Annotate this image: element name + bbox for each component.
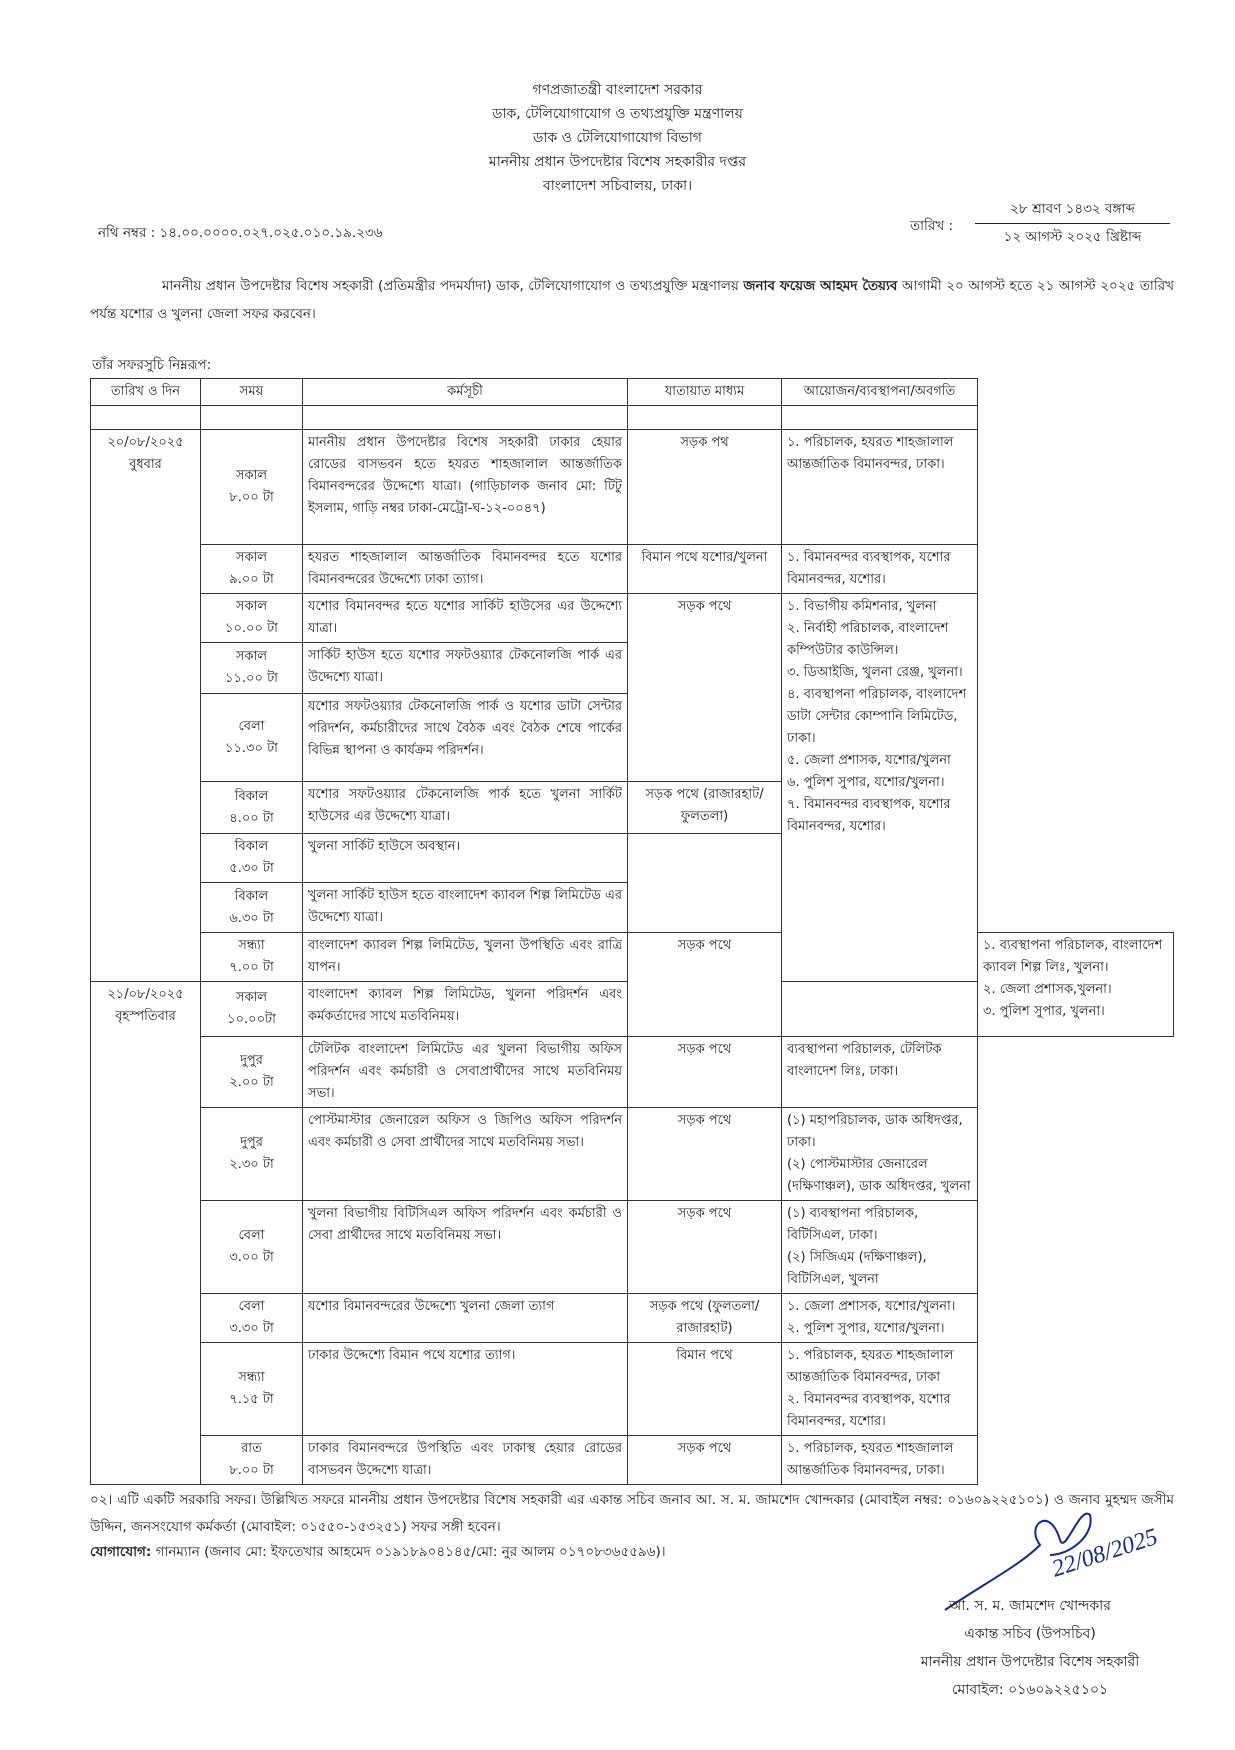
program-text: যশোর সফটওয়্যার টেকনোলজি পার্ক ও যশোর ডাটা সেন্টার পরিদর্শন, কর্মচারীদের সাথে বৈঠক এবং বৈঠক শেষে পার্কের বিভিন্ন স্থাপনা ও কার্যক্রম পরিদর্শন।	[308, 699, 622, 758]
arrangement-item: ১. পরিচালক, হযরত শাহজালাল আন্তর্জাতিক বিমানবন্দর, ঢাকা।	[787, 1441, 954, 1478]
transport-cell	[628, 782, 782, 834]
transport-cell	[628, 1294, 782, 1343]
time-value: ৬.৩০ টা	[229, 910, 274, 926]
time-value: ২.০০ টা	[229, 1075, 274, 1090]
arrangement-item: ১. বিমানবন্দর ব্যবস্থাপক, যশোর বিমানবন্দর, যশোর।	[787, 550, 951, 587]
program-text: খুলনা সার্কিট হাউসে অবস্থান।	[308, 839, 461, 854]
time-value: ৪.০০ টা	[229, 810, 274, 826]
signatory-designation: একান্ত সচিব (উপসচিব)	[964, 1626, 1096, 1642]
signatory-mobile: মোবাইল: ০১৬০৯২২৫১০১	[951, 1682, 1109, 1698]
arrangement-item: ২. পুলিশ সুপার, যশোর/খুলনা।	[787, 1321, 945, 1336]
arrangement-item: ৩. ডিআইজি, খুলনা রেঞ্জ, খুলনা।	[787, 665, 963, 680]
time-value: ৫.৩০ টা	[229, 861, 274, 876]
arrangement-item: ৫. জেলা প্রশাসক, যশোর/খুলনা	[787, 753, 951, 768]
time-period: সকাল	[235, 599, 268, 614]
program-cell	[303, 1037, 628, 1108]
arrangement-cell	[782, 594, 978, 982]
program-text: খুলনা সার্কিট হাউস হতে বাংলাদেশ ক্যাবল শিল্প লিমিটেড এর উদ্দেশ্যে যাত্রা।	[308, 888, 622, 925]
arrangement-item: ২. নির্বাহী পরিচালক, বাংলাদেশ কম্পিউটার কাউন্সিল।	[787, 621, 949, 658]
letterhead-line: বাংলাদেশ সচিবালয়, ঢাকা।	[542, 178, 693, 194]
table-row	[91, 1294, 1174, 1343]
transport-cell	[628, 1108, 782, 1201]
transport-text: সড়ক পথে	[677, 599, 732, 614]
transport-text: বিমান পথে	[676, 1348, 733, 1363]
transport-text: সড়ক পথে	[677, 1113, 732, 1128]
table-header-row	[91, 379, 1174, 406]
time-value: ৩.৩০ টা	[229, 1321, 274, 1336]
note-paragraph: ০২। এটি একটি সরকারি সফর। উল্লিখিত সফরে মাননীয় প্রধান উপদেষ্টার বিশেষ সহকারী এর একান্ত সচিব জনাব আ. স. ম. জামশেদ খোন্দকার (মোবাইল নম্বর: ০১৬০৯২২৫১০১) ও জনাব মুহম্মদ জসীম উদ্দিন, জনসংযোগ কর্মকর্তা (মোবাইল: ০১৫৫০-১৫৩২৫১) সফর সঙ্গী হবেন।	[90, 1492, 1174, 1535]
letterhead-line: মাননীয় প্রধান উপদেষ্টার বিশেষ সহকারীর দপ্তর	[488, 154, 747, 170]
letterhead-line: ডাক ও টেলিযোগাযোগ বিভাগ	[533, 130, 702, 146]
program-cell	[303, 594, 628, 643]
column-header: যাতায়াত মাধ্যম	[628, 379, 782, 406]
day-text: বৃহস্পতিবার	[115, 1009, 176, 1024]
program-cell	[303, 1436, 628, 1485]
arrangement-item: ১. বিভাগীয় কমিশনার, খুলনা	[787, 599, 937, 614]
time-cell	[201, 834, 303, 883]
arrangement-item: ১. ব্যবস্থাপনা পরিচালক, বাংলাদেশ ক্যাবল শিল্প লিঃ, খুলনা।	[983, 938, 1163, 975]
arrangement-item: ২. জেলা প্রশাসক,খুলনা।	[983, 982, 1112, 997]
table-row	[91, 1037, 1174, 1108]
time-value: ৩.০০ টা	[229, 1250, 274, 1265]
table-row	[91, 782, 1174, 834]
column-header: কর্মসূচী	[303, 379, 628, 406]
transport-cell	[628, 430, 782, 545]
arrangement-cell	[782, 1294, 978, 1343]
table-row	[91, 933, 1174, 982]
date-text: ২০/০৮/২০২৫	[107, 435, 184, 450]
transport-cell	[628, 834, 782, 933]
time-period: সন্ধ্যা	[238, 938, 265, 953]
time-period: বিকাল	[234, 839, 269, 854]
program-cell	[303, 1201, 628, 1294]
transport-text: বিমান পথে যশোর/খুলনা	[641, 550, 768, 565]
time-period: বিকাল	[234, 788, 269, 804]
time-value: ২.৩০ টা	[229, 1157, 274, 1172]
table-row	[91, 594, 1174, 643]
program-cell	[303, 782, 628, 834]
signature-block	[880, 1592, 1180, 1704]
time-period: দুপুর	[240, 1053, 263, 1068]
time-cell	[201, 1294, 303, 1343]
table-row	[91, 1436, 1174, 1485]
arrangement-cell	[782, 1436, 978, 1485]
time-value: ৭.১৫ টা	[229, 1392, 274, 1407]
time-period: সকাল	[235, 649, 268, 664]
program-cell	[303, 430, 628, 545]
transport-cell	[628, 594, 782, 782]
signature-date: 22/08/2025	[1048, 1524, 1161, 1583]
table-row	[91, 1201, 1174, 1294]
transport-text: সড়ক পথ	[680, 435, 729, 450]
table-row	[91, 545, 1174, 594]
intro-paragraph	[90, 272, 1174, 328]
time-cell	[201, 643, 303, 694]
program-text: মাননীয় প্রধান উপদেষ্টার বিশেষ সহকারী ঢাকার হেয়ার রোডের বাসভবন হতে হযরত শাহজালাল আন্তর্জাতিক বিমানবন্দরের উদ্দেশ্যে যাত্রা। (গাড়িচালক জনাব মো: টিটু ইসলাম, গাড়ি নম্বর ঢাকা-মেট্রো-ঘ-১২-০০৪৭)	[308, 435, 622, 516]
arrangement-item: (১) ব্যবস্থাপনা পরিচালক, বিটিসিএল, ঢাকা।	[787, 1206, 919, 1243]
letterhead-line: গণপ্রজাতন্ত্রী বাংলাদেশ সরকার	[532, 82, 703, 98]
arrangement-item: ১. পরিচালক, হযরত শাহজালাল আন্তর্জাতিক বিমানবন্দর, ঢাকা।	[787, 435, 954, 472]
arrangement-item: (২) পোস্টমাস্টার জেনারেল (দক্ষিণাঞ্চল), ডাক অধিদপ্তর, খুলনা	[787, 1157, 971, 1194]
time-cell	[201, 1343, 303, 1436]
arrangement-cell	[782, 430, 978, 545]
time-cell	[201, 1201, 303, 1294]
letterhead-line: ডাক, টেলিযোগাযোগ ও তথ্যপ্রযুক্তি মন্ত্রণালয়	[492, 106, 743, 122]
arrangement-cell	[782, 1201, 978, 1294]
program-cell	[303, 545, 628, 594]
arrangement-item: ৩. পুলিশ সুপার, খুলনা।	[983, 1004, 1105, 1019]
contact-label: যোগাযোগ:	[90, 1544, 152, 1560]
transport-cell	[628, 1436, 782, 1485]
time-period: বেলা	[238, 1299, 265, 1314]
date-label: তারিখ :	[910, 218, 954, 234]
signatory-office: মাননীয় প্রধান উপদেষ্টার বিশেষ সহকারী	[920, 1654, 1140, 1670]
program-cell	[303, 933, 628, 982]
arrangement-item: (২) সিজিএম (দক্ষিণাঞ্চল), বিটিসিএল, খুলনা	[787, 1250, 927, 1287]
intro-text: আগামী ২০ আগস্ট হতে ২১ আগস্ট ২০২৫ তারিখ পর্যন্ত যশোর ও খুলনা জেলা সফর করবেন।	[90, 278, 1174, 322]
transport-text: সড়ক পথে (ফুলতলা/রাজারহাট)	[649, 1299, 760, 1336]
time-value: ১১.০০ টা	[225, 671, 278, 686]
letterhead	[0, 78, 1235, 198]
program-cell	[303, 694, 628, 782]
program-text: যশোর সফটওয়্যার টেকনোলজি পার্ক হতে খুলনা সার্কিট হাউসের এর উদ্দেশ্যে যাত্রা।	[308, 787, 622, 824]
arrangement-item: ৬. পুলিশ সুপার, যশোর/খুলনা।	[787, 775, 945, 790]
program-text: বাংলাদেশ ক্যাবল শিল্প লিমিটেড, খুলনা উপস্থিতি এবং রাত্রি যাপন।	[308, 938, 622, 975]
program-cell	[303, 1343, 628, 1436]
program-text: খুলনা বিভাগীয় বিটিসিএল অফিস পরিদর্শন এবং কর্মচারী ও সেবা প্রার্থীদের সাথে মতবিনিময় সভা।	[308, 1206, 622, 1243]
arrangement-item: ব্যবস্থাপনা পরিচালক, টেলিটক বাংলাদেশ লিঃ, ঢাকা।	[787, 1042, 942, 1079]
arrangement-item: ৭. বিমানবন্দর ব্যবস্থাপক, যশোর বিমানবন্দর, যশোর।	[787, 797, 951, 834]
time-period: বেলা	[238, 718, 265, 734]
time-value: ৮.০০ টা	[229, 490, 274, 505]
program-cell	[303, 883, 628, 933]
transport-cell	[628, 1201, 782, 1294]
time-period: দুপুর	[240, 1135, 263, 1150]
program-text: হযরত শাহজালাল আন্তর্জাতিক বিমানবন্দর হতে যশোর বিমানবন্দরের উদ্দেশ্যে ঢাকা ত্যাগ।	[308, 550, 622, 587]
program-text: বাংলাদেশ ক্যাবল শিল্প লিমিটেড, খুলনা পরিদর্শন এবং কর্মকর্তাদের সাথে মতবিনিময়।	[308, 987, 622, 1024]
time-cell	[201, 694, 303, 782]
program-text: ঢাকার বিমানবন্দরে উপস্থিতি এবং ঢাকাস্থ হেয়ার রোডের বাসভবন উদ্দেশ্যে যাত্রা।	[308, 1441, 622, 1478]
transport-text: সড়ক পথে	[677, 1206, 732, 1221]
program-cell	[303, 1294, 628, 1343]
time-period: বেলা	[238, 1228, 265, 1243]
column-header: সময়	[201, 379, 303, 406]
program-cell	[303, 982, 628, 1037]
time-value: ১১.৩০ টা	[225, 740, 278, 756]
date-english: ১২ আগস্ট ২০২৫ খ্রিষ্টাব্দ	[1003, 229, 1142, 245]
time-cell	[201, 933, 303, 982]
arrangement-item: ২. বিমানবন্দর ব্যবস্থাপক, যশোর বিমানবন্দর, যশোর।	[787, 1392, 951, 1429]
time-value: ৮.০০ টা	[229, 1463, 274, 1478]
transport-cell	[628, 545, 782, 594]
transport-cell	[628, 933, 782, 1037]
empty-row	[91, 406, 1174, 430]
time-period: রাত	[241, 1441, 262, 1456]
schedule-label: তাঁর সফরসুচি নিম্নরূপ:	[92, 357, 212, 373]
time-cell	[201, 594, 303, 643]
transport-text: সড়ক পথে (রাজারহাট/ফুলতলা)	[645, 787, 764, 824]
time-cell	[201, 1108, 303, 1201]
arrangement-cell	[782, 1037, 978, 1108]
table-row	[91, 834, 1174, 883]
time-period: বিকাল	[234, 888, 269, 904]
time-cell	[201, 545, 303, 594]
contact-line	[90, 1541, 666, 1564]
date-bangla: ২৮ শ্রাবণ ১৪৩২ বঙ্গাব্দ	[975, 198, 1170, 224]
intro-text: মাননীয় প্রধান উপদেষ্টার বিশেষ সহকারী (প্রতিমন্ত্রীর পদমর্যাদা) ডাক, টেলিযোগাযোগ ও তথ্যপ্রযুক্তি মন্ত্রণালয়	[162, 278, 744, 294]
arrangement-cell	[782, 545, 978, 594]
time-cell	[201, 782, 303, 834]
arrangement-item: (১) মহাপরিচালক, ডাক অধিদপ্তর, ঢাকা।	[787, 1113, 963, 1150]
date-block	[975, 198, 1170, 249]
time-period: সকাল	[235, 990, 268, 1005]
arrangement-cell	[782, 1343, 978, 1436]
date-day-cell	[91, 430, 201, 982]
time-cell	[201, 1037, 303, 1108]
transport-cell	[628, 1037, 782, 1108]
signatory-name: আ. স. ম. জামশেদ খোন্দকার	[949, 1598, 1111, 1614]
arrangement-cell	[782, 1108, 978, 1201]
time-cell	[201, 982, 303, 1037]
official-name: জনাব ফয়েজ আহমদ তৈয়্যব	[743, 278, 898, 294]
column-header: আয়োজন/ব্যবস্থাপনা/অবগতি	[782, 379, 978, 406]
file-number: নথি নম্বর : ১৪.০০.০০০০.০২৭.০২৫.০১০.১৯.২৩৬	[98, 225, 383, 241]
transport-cell	[628, 1343, 782, 1436]
time-value: ১০.০০টা	[227, 1012, 276, 1027]
program-text: টেলিটক বাংলাদেশ লিমিটেড এর খুলনা বিভাগীয় অফিস পরিদর্শন এবং কর্মচারী ও সেবাপ্রার্থীদের সাথে মতবিনিময় সভা।	[308, 1042, 622, 1101]
day-text: বুধবার	[129, 457, 162, 472]
arrangement-item: ৪. ব্যবস্থাপনা পরিচালক, বাংলাদেশ ডাটা সেন্টার কোম্পানি লিমিটেড, ঢাকা।	[787, 687, 967, 746]
table-row	[91, 1108, 1174, 1201]
time-cell	[201, 883, 303, 933]
arrangement-item: ১. পরিচালক, হযরত শাহজালাল আন্তর্জাতিক বিমানবন্দর, ঢাকা	[787, 1348, 954, 1385]
time-period: সন্ধ্যা	[238, 1370, 265, 1385]
time-cell	[201, 430, 303, 545]
program-text: পোস্টমাস্টার জেনারেল অফিস ও জিপিও অফিস পরিদর্শন এবং কর্মচারী ও সেবা প্রার্থীদের সাথে মতবিনিময় সভা।	[308, 1113, 622, 1150]
arrangement-cell	[978, 933, 1174, 1037]
program-text: যশোর বিমানবন্দর হতে যশোর সার্কিট হাউসের এর উদ্দেশ্যে যাত্রা।	[308, 599, 622, 636]
transport-text: সড়ক পথে	[677, 1441, 732, 1456]
program-text: যশোর বিমানবন্দরের উদ্দেশ্যে খুলনা জেলা ত্যাগ	[308, 1299, 555, 1314]
table-row	[91, 430, 1174, 545]
time-value: ৭.০০ টা	[229, 960, 274, 975]
time-period: সকাল	[235, 468, 268, 483]
time-value: ৯.০০ টা	[229, 572, 274, 587]
transport-text: সড়ক পথে	[677, 1042, 732, 1057]
program-text: ঢাকার উদ্দেশ্যে বিমান পথে যশোর ত্যাগ।	[308, 1348, 516, 1363]
transport-text: সড়ক পথে	[677, 938, 732, 953]
date-day-cell	[91, 982, 201, 1485]
program-text: সার্কিট হাউস হতে যশোর সফটওয়্যার টেকনোলজি পার্ক এর উদ্দেশ্যে যাত্রা।	[308, 648, 622, 685]
time-period: সকাল	[235, 550, 268, 565]
program-cell	[303, 834, 628, 883]
contact-text: গানম্যান (জনাব মো: ইফতেখার আহমেদ ০১৯১৮৯০৪১৪৫/মো: নুর আলম ০১৭০৮৩৬৫৫৯৬)।	[151, 1544, 666, 1560]
program-cell	[303, 1108, 628, 1201]
time-cell	[201, 1436, 303, 1485]
column-header: তারিখ ও দিন	[91, 379, 201, 406]
date-text: ২১/০৮/২০২৫	[107, 987, 184, 1002]
time-value: ১০.০০ টা	[225, 621, 278, 636]
arrangement-item: ১. জেলা প্রশাসক, যশোর/খুলনা।	[787, 1299, 956, 1314]
table-row	[91, 1343, 1174, 1436]
program-cell	[303, 643, 628, 694]
schedule-table	[90, 378, 1174, 1485]
